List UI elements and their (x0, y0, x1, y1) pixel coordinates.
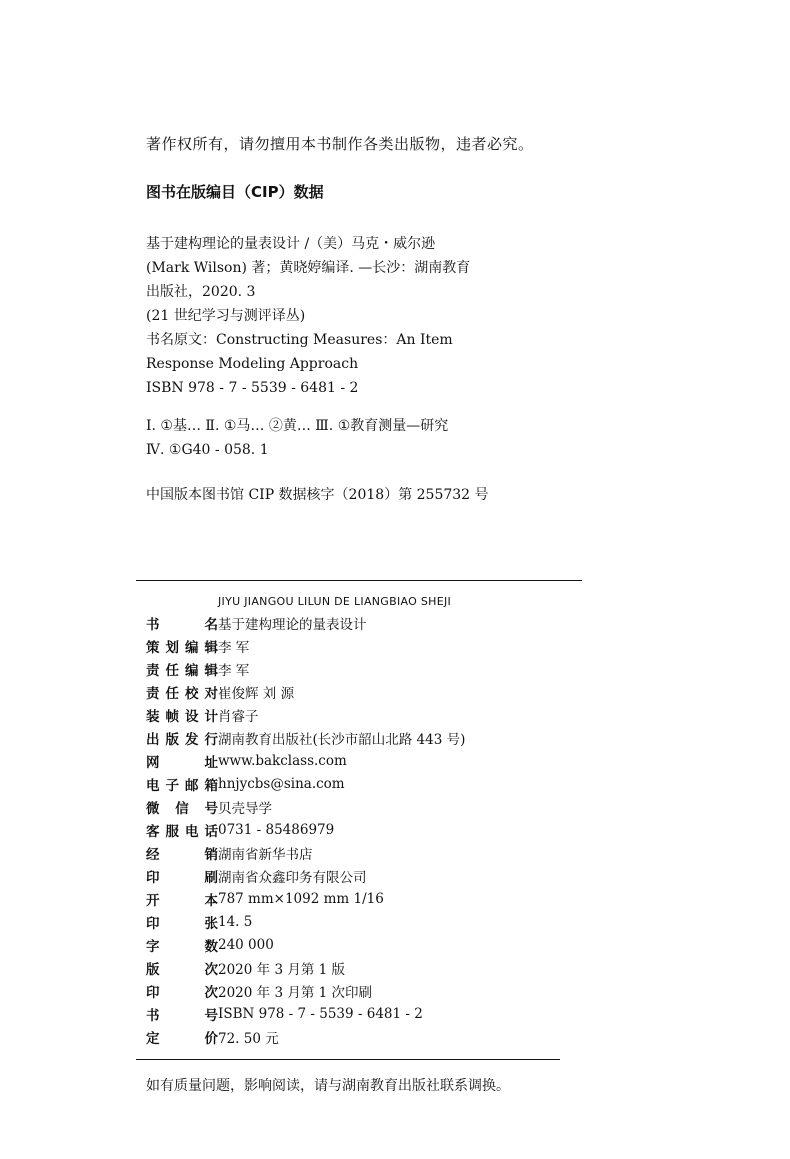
colophon-table (146, 611, 465, 1048)
colophon-label-char: 策 (146, 639, 160, 656)
colophon-label-char: 责 (146, 662, 160, 679)
colophon-label (146, 981, 218, 1001)
colophon-label-char: 名 (204, 616, 218, 633)
pinyin-title: JIYU JIANGOU LILUN DE LIANGBIAO SHEJI (218, 595, 452, 608)
colophon-row (146, 841, 465, 864)
colophon-label-char: 印 (146, 869, 160, 886)
cip-line: 出版社，2020. 3 (146, 284, 256, 300)
colophon-label-char: 编 (185, 639, 199, 656)
colophon-row (146, 864, 465, 887)
colophon-label-char: 价 (204, 1030, 218, 1047)
colophon-label-char: 编 (185, 662, 199, 679)
colophon-label-char: 定 (146, 1030, 160, 1047)
colophon-value: 肖睿子 (218, 708, 259, 725)
colophon-row (146, 818, 465, 841)
colophon-label-char: 销 (204, 846, 218, 863)
colophon-label-char: 数 (204, 938, 218, 955)
cip-number: 中国版本图书馆 CIP 数据核字（2018）第 255732 号 (146, 487, 489, 503)
colophon-label-char: 辑 (204, 662, 218, 679)
colophon-value: 崔俊辉 刘 源 (218, 685, 295, 702)
colophon-label-char: 对 (204, 685, 218, 702)
colophon-value: 湖南教育出版社(长沙市韶山北路 443 号) (218, 731, 466, 748)
colophon-label (146, 1004, 218, 1024)
colophon-row (146, 979, 465, 1002)
colophon-label-char: 字 (146, 938, 160, 955)
classification-line: Ⅳ. ①G40 - 058. 1 (146, 442, 269, 458)
colophon-label (146, 728, 218, 748)
colophon-label-char: 客 (146, 823, 160, 840)
copyright-notice: 著作权所有，请勿擅用本书制作各类出版物，违者必究。 (146, 135, 534, 153)
bottom-divider (136, 1059, 560, 1060)
colophon-label-char: 辑 (204, 639, 218, 656)
colophon-label (146, 820, 218, 840)
colophon-label-char: 子 (165, 777, 179, 794)
colophon-label (146, 705, 218, 725)
cip-line: Response Modeling Approach (146, 356, 359, 372)
colophon-label-char: 电 (185, 823, 199, 840)
colophon-label (146, 636, 218, 656)
colophon-label-char: 微 (146, 800, 160, 817)
colophon-value: 李 军 (218, 662, 250, 679)
colophon-row (146, 956, 465, 979)
colophon-label-char: 责 (146, 685, 160, 702)
colophon-label-char: 版 (146, 961, 160, 978)
colophon-label-char: 箱 (204, 777, 218, 794)
colophon-label-char: 计 (204, 708, 218, 725)
colophon-label (146, 935, 218, 955)
colophon-row (146, 887, 465, 910)
colophon-value: 湖南省新华书店 (218, 846, 313, 863)
colophon-label (146, 1027, 218, 1047)
cip-line: (Mark Wilson) 著；黄晓婷编译. —长沙：湖南教育 (146, 260, 471, 276)
cip-classification (146, 414, 448, 462)
colophon-row (146, 680, 465, 703)
colophon-label-char: 号 (204, 800, 218, 817)
colophon-value: 787 mm×1092 mm 1/16 (218, 890, 384, 907)
colophon-label-char: 出 (146, 731, 160, 748)
cip-record (146, 232, 470, 400)
colophon-label-char: 任 (165, 685, 179, 702)
colophon-label (146, 958, 218, 978)
colophon-label-char: 书 (146, 1007, 160, 1024)
colophon-value: hnjycbs@sina.com (218, 775, 345, 792)
colophon-label-char: 印 (146, 915, 160, 932)
colophon-label-char: 话 (204, 823, 218, 840)
colophon-row (146, 726, 465, 749)
colophon-value: 72. 50 元 (218, 1030, 279, 1047)
colophon-row (146, 1002, 465, 1025)
colophon-value: 李 军 (218, 639, 250, 656)
colophon-label-char: 经 (146, 846, 160, 863)
top-divider (136, 580, 582, 581)
colophon-label (146, 889, 218, 909)
colophon-label (146, 659, 218, 679)
colophon-value: 240 000 (218, 936, 274, 953)
colophon-label (146, 912, 218, 932)
colophon-row (146, 1025, 465, 1048)
colophon-value: ISBN 978 - 7 - 5539 - 6481 - 2 (218, 1005, 423, 1022)
colophon-label-char: 网 (146, 754, 160, 771)
cip-heading: 图书在版编目（CIP）数据 (146, 183, 324, 201)
colophon-label-char: 书 (146, 616, 160, 633)
cip-line: 基于建构理论的量表设计 /（美）马克・威尔逊 (146, 236, 436, 252)
colophon-label-char: 校 (185, 685, 199, 702)
quality-notice: 如有质量问题，影响阅读，请与湖南教育出版社联系调换。 (146, 1078, 510, 1094)
colophon-row (146, 910, 465, 933)
colophon-value: 湖南省众鑫印务有限公司 (218, 869, 367, 886)
colophon-label-char: 任 (165, 662, 179, 679)
colophon-label-char: 次 (204, 961, 218, 978)
colophon-label-char: 开 (146, 892, 160, 909)
colophon-label-char: 设 (185, 708, 199, 725)
colophon-label-char: 帧 (165, 708, 179, 725)
colophon-row (146, 611, 465, 634)
colophon-value: 0731 - 85486979 (218, 821, 335, 838)
colophon-label-char: 本 (204, 892, 218, 909)
colophon-label (146, 866, 218, 886)
cip-line: (21 世纪学习与测评译丛) (146, 308, 306, 324)
colophon-label-char: 发 (185, 731, 199, 748)
colophon-value: 2020 年 3 月第 1 次印刷 (218, 984, 372, 1001)
colophon-label-char: 刷 (204, 869, 218, 886)
colophon-row (146, 749, 465, 772)
colophon-row (146, 634, 465, 657)
colophon-label-char: 次 (204, 984, 218, 1001)
colophon-value: 基于建构理论的量表设计 (218, 616, 367, 633)
colophon-label-char: 行 (204, 731, 218, 748)
colophon-row (146, 933, 465, 956)
colophon-label-char: 址 (204, 754, 218, 771)
colophon-value: 2020 年 3 月第 1 版 (218, 961, 345, 978)
colophon-value: www.bakclass.com (218, 752, 347, 769)
colophon-label (146, 613, 218, 633)
colophon-label-char: 装 (146, 708, 160, 725)
colophon-label-char: 张 (204, 915, 218, 932)
colophon-row (146, 703, 465, 726)
colophon-row (146, 795, 465, 818)
colophon-value: 贝壳导学 (218, 800, 272, 817)
colophon-label-char: 服 (165, 823, 179, 840)
cip-line: 书名原文：Constructing Measures：An Item (146, 332, 453, 348)
colophon-label-char: 印 (146, 984, 160, 1001)
colophon-label-char: 号 (204, 1007, 218, 1024)
colophon-row (146, 772, 465, 795)
colophon-row (146, 657, 465, 680)
colophon-label (146, 774, 218, 794)
colophon-label-char: 信 (175, 800, 189, 817)
colophon-label (146, 843, 218, 863)
colophon-label (146, 797, 218, 817)
colophon-label (146, 751, 218, 771)
colophon-value: 14. 5 (218, 913, 253, 930)
colophon-label-char: 版 (165, 731, 179, 748)
colophon-label-char: 邮 (185, 777, 199, 794)
colophon-label-char: 电 (146, 777, 160, 794)
cip-line: ISBN 978 - 7 - 5539 - 6481 - 2 (146, 380, 359, 396)
colophon-label (146, 682, 218, 702)
classification-line: Ⅰ. ①基… Ⅱ. ①马… ②黄… Ⅲ. ①教育测量—研究 (146, 418, 449, 434)
colophon-label-char: 划 (165, 639, 179, 656)
